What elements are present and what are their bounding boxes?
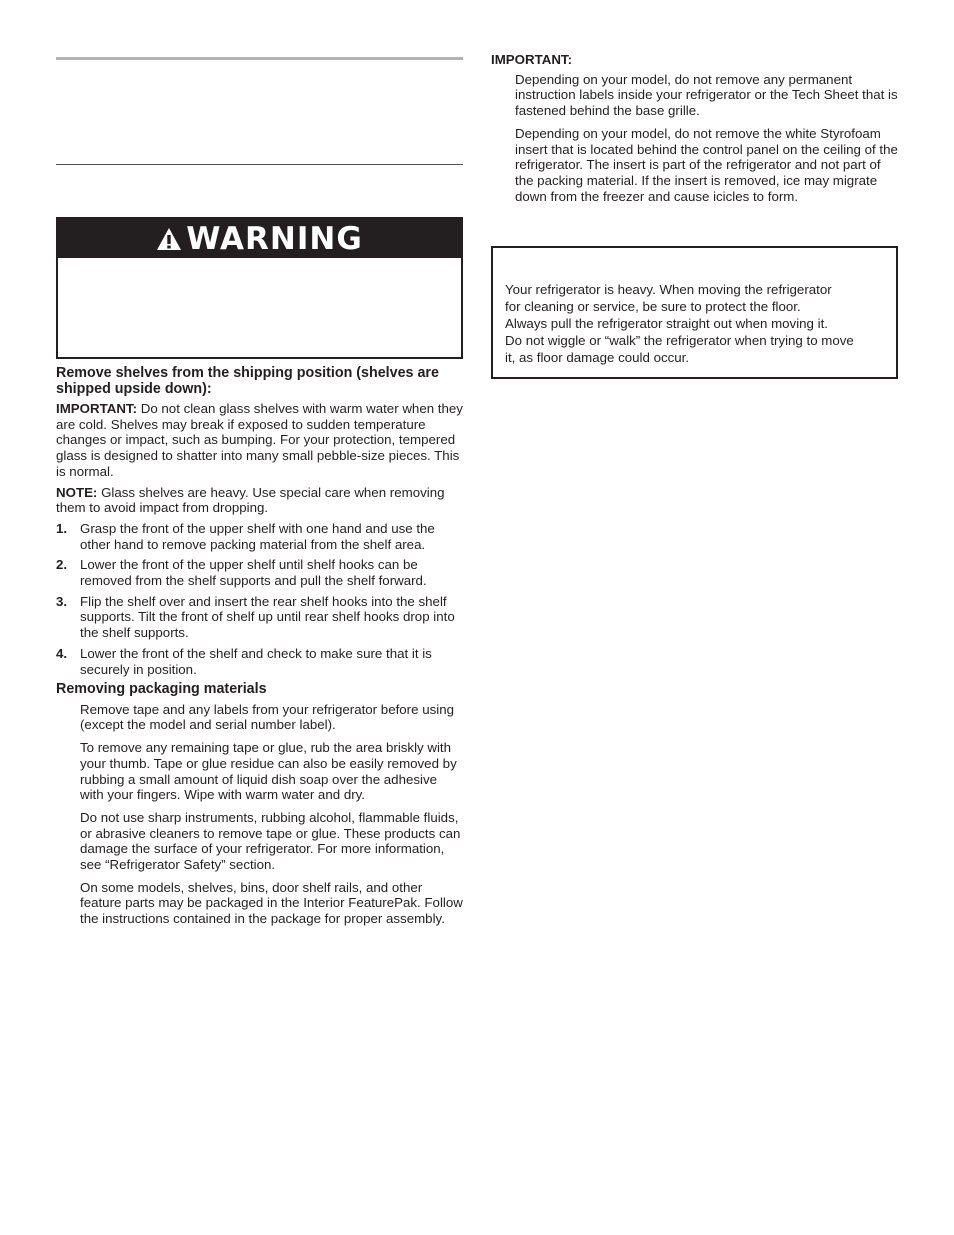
important-paragraph: Depending on your model, do not remove any permanent instruction labels inside your refrigerator or the Tech Sheet that is fastened behind the base grille.	[515, 71, 898, 119]
top-divider	[56, 57, 463, 60]
moving-line: Do not wiggle or “walk” the refrigerator when trying to move	[505, 333, 854, 348]
important-section	[491, 52, 898, 211]
important-heading: IMPORTANT:	[491, 52, 573, 67]
list-item	[56, 594, 463, 641]
packaging-paragraph: Do not use sharp instruments, rubbing alcohol, flammable fluids, or abrasive cleaners to remove tape or glue. These products can damage the surface of your refrigerator. For more information, see “Refrigerator Safety” section.	[80, 809, 461, 873]
packaging-paragraph: Remove tape and any labels from your refrigerator before using (except the model and serial number label).	[80, 701, 454, 733]
moving-line: for cleaning or service, be sure to protect the floor.	[505, 299, 801, 314]
shelves-heading: Remove shelves from the shipping position (shelves are shipped upside down):	[56, 365, 439, 397]
moving-notice-text	[505, 281, 889, 366]
important-paragraph: Depending on your model, do not remove the white Styrofoam insert that is located behind the control panel on the ceiling of the refrigerator. The insert is part of the refrigerator and not part of the packing material. If the insert is removed, ice may migrate down from the freezer and cause icicles to form.	[515, 125, 898, 204]
warning-triangle-icon	[156, 227, 182, 251]
warning-header	[58, 219, 461, 258]
packaging-paragraphs	[56, 702, 463, 927]
shelf-steps	[56, 521, 463, 677]
list-item	[56, 521, 463, 552]
list-item	[56, 557, 463, 588]
moving-line: Your refrigerator is heavy. When moving the refrigerator	[505, 282, 832, 297]
step-text: Flip the shelf over and insert the rear shelf hooks into the shelf supports. Tilt the front of shelf up until rear shelf hooks drop into the shelf supports.	[80, 593, 455, 641]
important-text: Do not clean glass shelves with warm water when they are cold. Shelves may break if exposed to sudden temperature changes or impact, such as bumping. For your protection, tempered glass is designed to shatter into many small pebble-size pieces. This is normal.	[56, 401, 463, 479]
warning-title: WARNING	[186, 220, 363, 257]
moving-line: it, as floor damage could occur.	[505, 350, 690, 365]
packaging-heading: Removing packaging materials	[56, 681, 267, 698]
moving-line: Always pull the refrigerator straight out when moving it.	[505, 316, 828, 331]
note-text: Glass shelves are heavy. Use special care when removing them to avoid impact from dropping.	[56, 484, 445, 516]
packaging-paragraph: On some models, shelves, bins, door shelf rails, and other feature parts may be packaged in the Interior FeaturePak. Follow the instructions contained in the package for proper assembly.	[80, 879, 463, 927]
important-paragraphs	[491, 72, 898, 205]
moving-notice-box	[491, 246, 898, 379]
step-number: 4.	[56, 645, 68, 661]
step-text: Lower the front of the shelf and check to make sure that it is securely in position.	[80, 645, 432, 677]
note-label: NOTE:	[56, 484, 98, 500]
packaging-paragraph: To remove any remaining tape or glue, rub the area briskly with your thumb. Tape or glue residue can also be easily removed by rubbing a small amount of liquid dish soap over the adhesive with your fingers. Wipe with warm water and dry.	[80, 740, 457, 803]
important-label: IMPORTANT:	[56, 401, 138, 416]
step-number: 3.	[56, 593, 68, 609]
step-text: Lower the front of the upper shelf until shelf hooks can be removed from the shelf supports and pull the shelf forward.	[80, 557, 427, 589]
step-number: 2.	[56, 557, 68, 573]
shelves-section	[56, 366, 463, 934]
step-text: Grasp the front of the upper shelf with one hand and use the other hand to remove packing material from the shelf area.	[80, 520, 435, 552]
warning-box	[56, 217, 463, 359]
shelves-important	[56, 401, 463, 480]
section-divider	[56, 164, 463, 165]
list-item	[56, 646, 463, 677]
shelves-note	[56, 485, 463, 516]
step-number: 1.	[56, 520, 68, 536]
